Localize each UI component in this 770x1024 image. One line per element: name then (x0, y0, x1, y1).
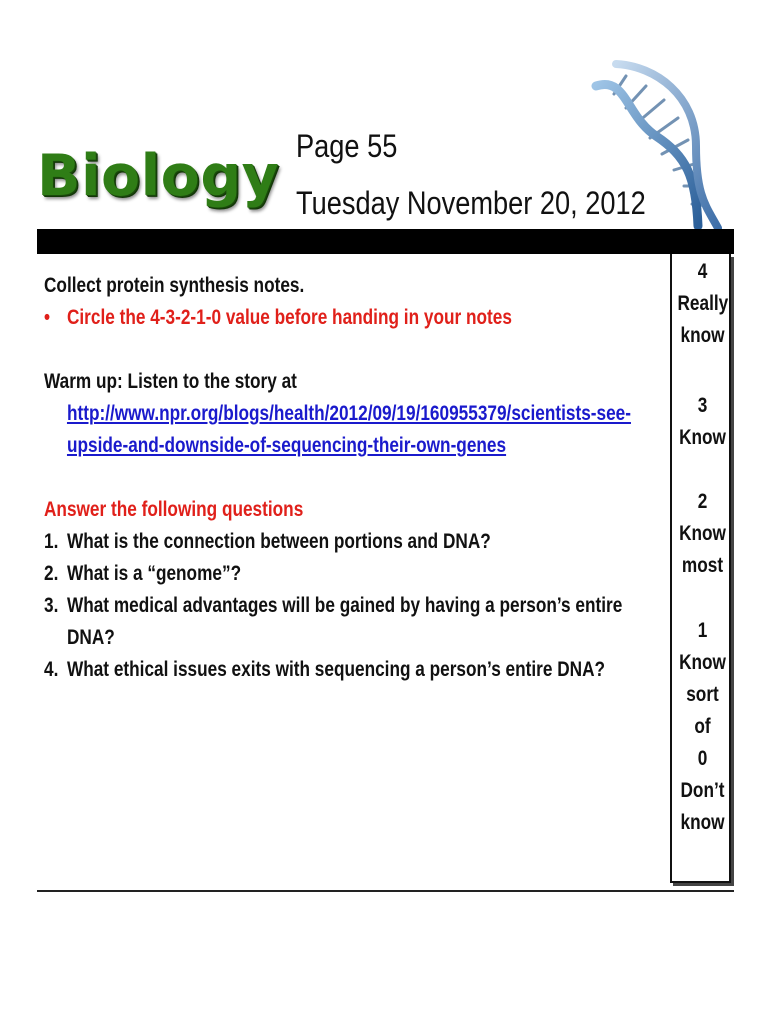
question-text: What ethical issues exits with sequencing a person’s entire DNA? (66, 658, 606, 681)
bullet: • (44, 306, 51, 329)
scale-label: know (680, 324, 725, 347)
scale-value: 2 (697, 490, 708, 513)
page-number: Page 55 (296, 128, 398, 164)
question-number: 3. (44, 594, 59, 617)
scale-label: most (681, 554, 724, 577)
question-number: 2. (44, 562, 59, 585)
scale-value: 0 (697, 747, 708, 770)
warmup-text: Warm up: Listen to the story at (44, 370, 297, 393)
scale-label: Know (679, 522, 726, 545)
collect-notes-text: Collect protein synthesis notes. (44, 274, 305, 297)
question-item (44, 654, 606, 686)
lesson-content (44, 270, 664, 686)
bottom-divider (37, 890, 734, 892)
scale-item-4 (672, 256, 733, 352)
scale-label: Know (679, 426, 726, 449)
scale-item-0 (672, 743, 733, 839)
story-link[interactable] (44, 398, 631, 430)
story-link-line-2[interactable]: upside-and-downside-of-sequencing-their-own-genes (66, 434, 507, 457)
question-text: What is the connection between portions and DNA? (66, 530, 491, 553)
question-number: 4. (44, 658, 59, 681)
subject-title: Biology (37, 143, 280, 209)
story-link-line-1[interactable]: http://www.npr.org/blogs/health/2012/09/19/160955379/scientists-see- (66, 402, 631, 425)
scale-item-3 (672, 390, 733, 454)
question-item (44, 590, 623, 622)
story-link-continued[interactable] (44, 430, 552, 462)
scale-label: Really (677, 292, 729, 315)
questions-heading: Answer the following questions (44, 498, 304, 521)
question-text: What is a “genome”? (66, 562, 242, 585)
understanding-scale (670, 254, 731, 883)
scale-value: 3 (697, 394, 708, 417)
question-text: DNA? (66, 626, 115, 649)
question-number: 1. (44, 530, 59, 553)
scale-label: Don’t (680, 779, 725, 802)
scale-label: sort of (686, 683, 719, 738)
circle-instruction-text: Circle the 4-3-2-1-0 value before handing in your notes (66, 306, 512, 329)
scale-label: Know (679, 651, 726, 674)
lesson-date: Tuesday November 20, 2012 (296, 185, 646, 221)
scale-item-1 (672, 615, 733, 743)
question-item (44, 558, 552, 590)
scale-value: 1 (697, 619, 708, 642)
scale-value: 4 (697, 260, 708, 283)
scale-item-2 (672, 486, 733, 582)
header-banner (37, 229, 734, 254)
question-item-continued (44, 622, 552, 654)
question-item (44, 526, 552, 558)
question-text: What medical advantages will be gained by having a person’s entire (66, 594, 623, 617)
scale-label: know (680, 811, 725, 834)
circle-instruction (44, 302, 552, 334)
